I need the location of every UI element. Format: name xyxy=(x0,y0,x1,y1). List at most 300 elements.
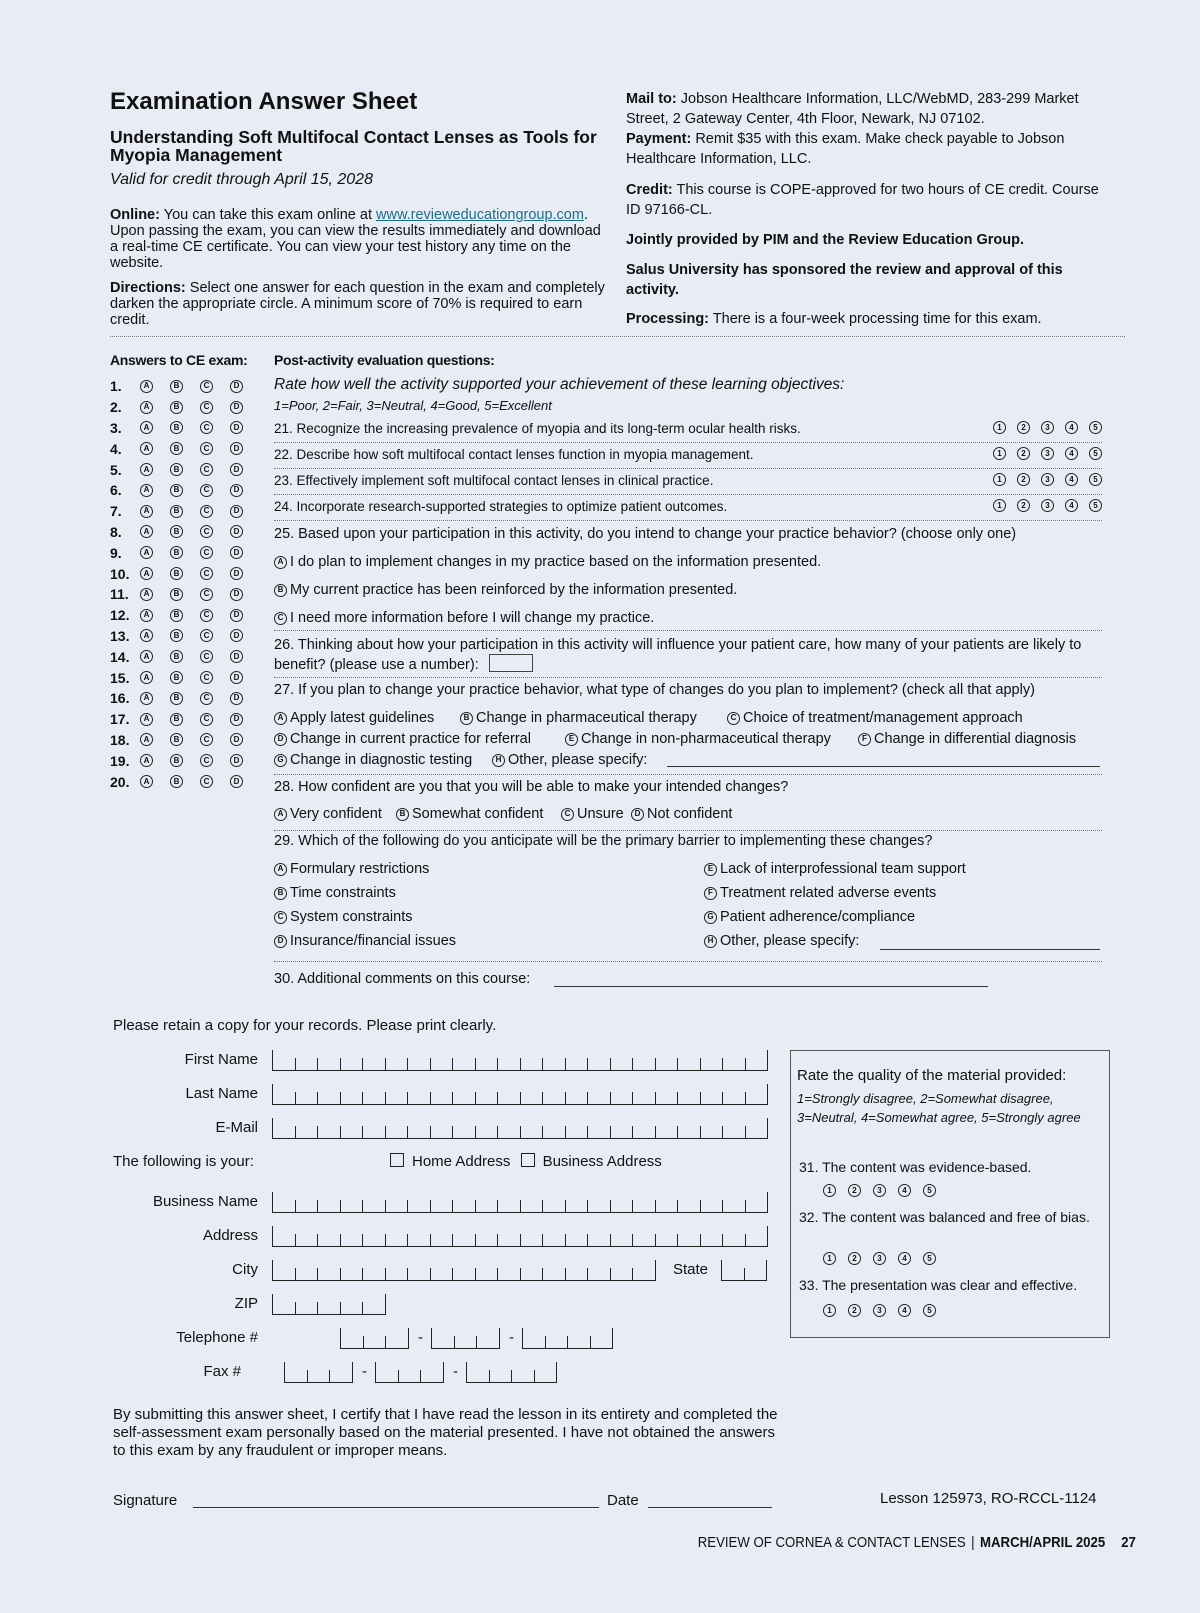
rating-circle[interactable]: 5 xyxy=(923,1304,936,1317)
letter-box[interactable] xyxy=(565,1268,588,1280)
letter-box[interactable] xyxy=(317,1234,340,1246)
rating-circle[interactable]: 4 xyxy=(1065,473,1078,486)
rating-circle[interactable]: 5 xyxy=(1089,447,1102,460)
answer-choice-circle[interactable]: B xyxy=(170,775,183,788)
rating-circle[interactable]: 1 xyxy=(993,421,1006,434)
letter-box[interactable] xyxy=(610,1268,633,1280)
telephone-prefix-field[interactable] xyxy=(431,1328,500,1349)
letter-box[interactable] xyxy=(745,1234,768,1246)
letter-box[interactable] xyxy=(565,1126,588,1138)
letter-box[interactable] xyxy=(272,1084,295,1104)
rating-circle[interactable]: 5 xyxy=(923,1184,936,1197)
answer-choice-circle[interactable]: A xyxy=(140,567,153,580)
letter-box[interactable] xyxy=(744,1268,767,1280)
q27-option[interactable] xyxy=(492,752,647,768)
letter-box[interactable] xyxy=(587,1234,610,1246)
zip-field[interactable] xyxy=(272,1294,386,1315)
q29-option[interactable] xyxy=(274,885,396,901)
rating-circle[interactable]: 2 xyxy=(848,1252,861,1265)
letter-box[interactable] xyxy=(520,1234,543,1246)
letter-box[interactable] xyxy=(340,1092,363,1104)
letter-box[interactable] xyxy=(520,1200,543,1212)
rating-circle[interactable]: 3 xyxy=(1041,499,1054,512)
letter-box[interactable] xyxy=(317,1302,340,1314)
answer-choice-circle[interactable]: B xyxy=(170,609,183,622)
letter-box[interactable] xyxy=(407,1234,430,1246)
rating-circle[interactable]: 3 xyxy=(873,1252,886,1265)
rating-circle[interactable]: 2 xyxy=(1017,421,1030,434)
answer-choice-circle[interactable]: A xyxy=(140,775,153,788)
answer-choice-circle[interactable]: A xyxy=(140,671,153,684)
letter-box[interactable] xyxy=(590,1336,613,1348)
letter-box[interactable] xyxy=(632,1092,655,1104)
letter-box[interactable] xyxy=(430,1268,453,1280)
option-letter-circle[interactable]: B xyxy=(396,808,409,821)
letter-box[interactable] xyxy=(542,1234,565,1246)
letter-box[interactable] xyxy=(284,1362,307,1382)
letter-box[interactable] xyxy=(430,1234,453,1246)
option-letter-circle[interactable]: A xyxy=(274,556,287,569)
answer-choice-circle[interactable]: D xyxy=(230,775,243,788)
answer-choice-circle[interactable]: D xyxy=(230,629,243,642)
letter-box[interactable] xyxy=(407,1058,430,1070)
business-name-field[interactable] xyxy=(272,1192,768,1213)
answer-choice-circle[interactable]: C xyxy=(200,650,213,663)
comments-line[interactable] xyxy=(554,986,988,987)
patients-number-input[interactable] xyxy=(489,654,533,672)
q29-option[interactable] xyxy=(704,933,859,949)
q27-option[interactable] xyxy=(858,731,1076,747)
q28-option[interactable] xyxy=(396,806,543,822)
option-letter-circle[interactable]: G xyxy=(274,754,287,767)
letter-box[interactable] xyxy=(272,1260,295,1280)
answer-choice-circle[interactable]: D xyxy=(230,650,243,663)
letter-box[interactable] xyxy=(542,1268,565,1280)
answer-choice-circle[interactable]: C xyxy=(200,609,213,622)
letter-box[interactable] xyxy=(677,1058,700,1070)
address-field[interactable] xyxy=(272,1226,768,1247)
letter-box[interactable] xyxy=(452,1126,475,1138)
answer-choice-circle[interactable]: C xyxy=(200,442,213,455)
letter-box[interactable] xyxy=(375,1362,398,1382)
letter-box[interactable] xyxy=(610,1058,633,1070)
option-letter-circle[interactable]: D xyxy=(631,808,644,821)
letter-box[interactable] xyxy=(385,1336,408,1348)
answer-choice-circle[interactable]: C xyxy=(200,754,213,767)
date-line[interactable] xyxy=(648,1507,772,1508)
answer-choice-circle[interactable]: B xyxy=(170,401,183,414)
answer-choice-circle[interactable]: C xyxy=(200,733,213,746)
letter-box[interactable] xyxy=(632,1126,655,1138)
q29-option[interactable] xyxy=(274,861,429,877)
option-letter-circle[interactable]: H xyxy=(492,754,505,767)
rating-circle[interactable]: 1 xyxy=(993,447,1006,460)
letter-box[interactable] xyxy=(522,1328,545,1348)
letter-box[interactable] xyxy=(677,1234,700,1246)
telephone-area-field[interactable] xyxy=(340,1328,409,1349)
letter-box[interactable] xyxy=(497,1058,520,1070)
letter-box[interactable] xyxy=(362,1200,385,1212)
rating-circle[interactable]: 3 xyxy=(1041,447,1054,460)
answer-choice-circle[interactable]: C xyxy=(200,567,213,580)
rating-circle[interactable]: 4 xyxy=(898,1252,911,1265)
letter-box[interactable] xyxy=(385,1268,408,1280)
letter-box[interactable] xyxy=(700,1058,723,1070)
answer-choice-circle[interactable]: A xyxy=(140,713,153,726)
answer-choice-circle[interactable]: A xyxy=(140,380,153,393)
answer-choice-circle[interactable]: B xyxy=(170,484,183,497)
letter-box[interactable] xyxy=(497,1200,520,1212)
answer-choice-circle[interactable]: A xyxy=(140,525,153,538)
letter-box[interactable] xyxy=(362,1126,385,1138)
letter-box[interactable] xyxy=(497,1268,520,1280)
letter-box[interactable] xyxy=(677,1092,700,1104)
q28-option[interactable] xyxy=(274,806,382,822)
answer-choice-circle[interactable]: D xyxy=(230,421,243,434)
letter-box[interactable] xyxy=(385,1092,408,1104)
letter-box[interactable] xyxy=(567,1336,590,1348)
letter-box[interactable] xyxy=(700,1126,723,1138)
letter-box[interactable] xyxy=(655,1058,678,1070)
letter-box[interactable] xyxy=(542,1092,565,1104)
letter-box[interactable] xyxy=(632,1268,655,1280)
letter-box[interactable] xyxy=(475,1268,498,1280)
rating-circle[interactable]: 2 xyxy=(1017,499,1030,512)
letter-box[interactable] xyxy=(721,1260,744,1280)
answer-choice-circle[interactable]: C xyxy=(200,401,213,414)
letter-box[interactable] xyxy=(655,1200,678,1212)
letter-box[interactable] xyxy=(587,1268,610,1280)
letter-box[interactable] xyxy=(655,1126,678,1138)
letter-box[interactable] xyxy=(430,1200,453,1212)
letter-box[interactable] xyxy=(632,1058,655,1070)
letter-box[interactable] xyxy=(385,1234,408,1246)
home-address-checkbox[interactable] xyxy=(390,1153,404,1167)
letter-box[interactable] xyxy=(632,1234,655,1246)
letter-box[interactable] xyxy=(340,1126,363,1138)
answer-choice-circle[interactable]: B xyxy=(170,421,183,434)
letter-box[interactable] xyxy=(340,1200,363,1212)
signature-line[interactable] xyxy=(193,1507,599,1508)
answer-choice-circle[interactable]: C xyxy=(200,380,213,393)
letter-box[interactable] xyxy=(340,1268,363,1280)
letter-box[interactable] xyxy=(340,1234,363,1246)
rating-circle[interactable]: 4 xyxy=(898,1184,911,1197)
business-address-checkbox[interactable] xyxy=(521,1153,535,1167)
state-field[interactable] xyxy=(721,1260,767,1281)
q25-option[interactable] xyxy=(274,610,654,626)
last-name-field[interactable] xyxy=(272,1084,768,1105)
letter-box[interactable] xyxy=(545,1336,568,1348)
option-letter-circle[interactable]: E xyxy=(704,863,717,876)
answer-choice-circle[interactable]: B xyxy=(170,650,183,663)
answer-choice-circle[interactable]: D xyxy=(230,692,243,705)
letter-box[interactable] xyxy=(745,1126,768,1138)
q27-option[interactable] xyxy=(274,731,531,747)
rating-circle[interactable]: 4 xyxy=(1065,447,1078,460)
answer-choice-circle[interactable]: C xyxy=(200,484,213,497)
answer-choice-circle[interactable]: A xyxy=(140,733,153,746)
q29-option[interactable] xyxy=(704,861,966,877)
answer-choice-circle[interactable]: A xyxy=(140,546,153,559)
letter-box[interactable] xyxy=(722,1200,745,1212)
letter-box[interactable] xyxy=(295,1126,318,1138)
letter-box[interactable] xyxy=(317,1092,340,1104)
answer-choice-circle[interactable]: B xyxy=(170,546,183,559)
option-letter-circle[interactable]: F xyxy=(858,733,871,746)
fax-line-field[interactable] xyxy=(466,1362,557,1383)
option-letter-circle[interactable]: C xyxy=(274,612,287,625)
letter-box[interactable] xyxy=(329,1370,352,1382)
letter-box[interactable] xyxy=(385,1126,408,1138)
answer-choice-circle[interactable]: C xyxy=(200,713,213,726)
letter-box[interactable] xyxy=(430,1058,453,1070)
answer-choice-circle[interactable]: C xyxy=(200,671,213,684)
rating-circle[interactable]: 5 xyxy=(923,1252,936,1265)
rating-circle[interactable]: 3 xyxy=(1041,421,1054,434)
answer-choice-circle[interactable]: B xyxy=(170,463,183,476)
answer-choice-circle[interactable]: C xyxy=(200,692,213,705)
letter-box[interactable] xyxy=(295,1200,318,1212)
answer-choice-circle[interactable]: B xyxy=(170,671,183,684)
letter-box[interactable] xyxy=(295,1092,318,1104)
answer-choice-circle[interactable]: A xyxy=(140,588,153,601)
answer-choice-circle[interactable]: D xyxy=(230,505,243,518)
letter-box[interactable] xyxy=(497,1092,520,1104)
answer-choice-circle[interactable]: C xyxy=(200,629,213,642)
email-field[interactable] xyxy=(272,1118,768,1139)
answer-choice-circle[interactable]: A xyxy=(140,421,153,434)
answer-choice-circle[interactable]: B xyxy=(170,629,183,642)
letter-box[interactable] xyxy=(362,1234,385,1246)
option-letter-circle[interactable]: E xyxy=(565,733,578,746)
option-letter-circle[interactable]: A xyxy=(274,808,287,821)
rating-circle[interactable]: 3 xyxy=(1041,473,1054,486)
answer-choice-circle[interactable]: D xyxy=(230,588,243,601)
letter-box[interactable] xyxy=(272,1226,295,1246)
answer-choice-circle[interactable]: D xyxy=(230,442,243,455)
rating-circle[interactable]: 1 xyxy=(823,1184,836,1197)
letter-box[interactable] xyxy=(272,1192,295,1212)
letter-box[interactable] xyxy=(677,1200,700,1212)
answer-choice-circle[interactable]: A xyxy=(140,484,153,497)
letter-box[interactable] xyxy=(385,1200,408,1212)
letter-box[interactable] xyxy=(362,1302,385,1314)
rating-circle[interactable]: 5 xyxy=(1089,499,1102,512)
letter-box[interactable] xyxy=(520,1058,543,1070)
letter-box[interactable] xyxy=(317,1126,340,1138)
answer-choice-circle[interactable]: D xyxy=(230,713,243,726)
letter-box[interactable] xyxy=(497,1234,520,1246)
letter-box[interactable] xyxy=(340,1302,363,1314)
letter-box[interactable] xyxy=(475,1234,498,1246)
letter-box[interactable] xyxy=(632,1200,655,1212)
letter-box[interactable] xyxy=(362,1058,385,1070)
letter-box[interactable] xyxy=(655,1234,678,1246)
first-name-field[interactable] xyxy=(272,1050,768,1071)
letter-box[interactable] xyxy=(272,1050,295,1070)
letter-box[interactable] xyxy=(295,1234,318,1246)
q27-other-line[interactable] xyxy=(667,766,1100,767)
option-letter-circle[interactable]: D xyxy=(274,733,287,746)
letter-box[interactable] xyxy=(475,1092,498,1104)
online-link[interactable]: www.revieweducationgroup.com xyxy=(376,207,584,223)
letter-box[interactable] xyxy=(475,1200,498,1212)
letter-box[interactable] xyxy=(587,1092,610,1104)
letter-box[interactable] xyxy=(565,1234,588,1246)
answer-choice-circle[interactable]: C xyxy=(200,546,213,559)
answer-choice-circle[interactable]: A xyxy=(140,609,153,622)
letter-box[interactable] xyxy=(407,1200,430,1212)
answer-choice-circle[interactable]: D xyxy=(230,671,243,684)
letter-box[interactable] xyxy=(363,1336,386,1348)
letter-box[interactable] xyxy=(722,1126,745,1138)
rating-circle[interactable]: 5 xyxy=(1089,421,1102,434)
letter-box[interactable] xyxy=(340,1328,363,1348)
letter-box[interactable] xyxy=(722,1058,745,1070)
letter-box[interactable] xyxy=(454,1336,477,1348)
letter-box[interactable] xyxy=(452,1092,475,1104)
rating-circle[interactable]: 3 xyxy=(873,1184,886,1197)
letter-box[interactable] xyxy=(272,1294,295,1314)
letter-box[interactable] xyxy=(362,1092,385,1104)
option-letter-circle[interactable]: H xyxy=(704,935,717,948)
answer-choice-circle[interactable]: D xyxy=(230,733,243,746)
answer-choice-circle[interactable]: B xyxy=(170,505,183,518)
option-letter-circle[interactable]: G xyxy=(704,911,717,924)
option-letter-circle[interactable]: A xyxy=(274,863,287,876)
answer-choice-circle[interactable]: B xyxy=(170,733,183,746)
option-letter-circle[interactable]: C xyxy=(727,712,740,725)
answer-choice-circle[interactable]: C xyxy=(200,463,213,476)
q29-option[interactable] xyxy=(704,909,915,925)
rating-circle[interactable]: 1 xyxy=(993,473,1006,486)
letter-box[interactable] xyxy=(542,1126,565,1138)
letter-box[interactable] xyxy=(700,1200,723,1212)
letter-box[interactable] xyxy=(466,1362,489,1382)
letter-box[interactable] xyxy=(700,1092,723,1104)
option-letter-circle[interactable]: F xyxy=(704,887,717,900)
q29-option[interactable] xyxy=(704,885,936,901)
answer-choice-circle[interactable]: D xyxy=(230,546,243,559)
answer-choice-circle[interactable]: C xyxy=(200,525,213,538)
q28-option[interactable] xyxy=(561,806,624,822)
q25-option[interactable] xyxy=(274,582,737,598)
answer-choice-circle[interactable]: D xyxy=(230,754,243,767)
letter-box[interactable] xyxy=(587,1126,610,1138)
answer-choice-circle[interactable]: B xyxy=(170,754,183,767)
rating-circle[interactable]: 4 xyxy=(1065,499,1078,512)
fax-area-field[interactable] xyxy=(284,1362,353,1383)
rating-circle[interactable]: 2 xyxy=(848,1184,861,1197)
answer-choice-circle[interactable]: A xyxy=(140,442,153,455)
rating-circle[interactable]: 2 xyxy=(1017,473,1030,486)
letter-box[interactable] xyxy=(700,1234,723,1246)
rating-circle[interactable]: 1 xyxy=(823,1252,836,1265)
answer-choice-circle[interactable]: B xyxy=(170,588,183,601)
letter-box[interactable] xyxy=(452,1268,475,1280)
rating-circle[interactable]: 3 xyxy=(873,1304,886,1317)
answer-choice-circle[interactable]: D xyxy=(230,567,243,580)
answer-choice-circle[interactable]: B xyxy=(170,567,183,580)
q27-option[interactable] xyxy=(274,752,472,768)
letter-box[interactable] xyxy=(272,1118,295,1138)
letter-box[interactable] xyxy=(431,1328,454,1348)
letter-box[interactable] xyxy=(565,1092,588,1104)
option-letter-circle[interactable]: B xyxy=(274,584,287,597)
rating-circle[interactable]: 4 xyxy=(1065,421,1078,434)
letter-box[interactable] xyxy=(587,1058,610,1070)
rating-circle[interactable]: 1 xyxy=(823,1304,836,1317)
letter-box[interactable] xyxy=(610,1200,633,1212)
letter-box[interactable] xyxy=(542,1200,565,1212)
answer-choice-circle[interactable]: D xyxy=(230,380,243,393)
answer-choice-circle[interactable]: B xyxy=(170,525,183,538)
letter-box[interactable] xyxy=(722,1234,745,1246)
letter-box[interactable] xyxy=(407,1092,430,1104)
answer-choice-circle[interactable]: B xyxy=(170,713,183,726)
letter-box[interactable] xyxy=(295,1268,318,1280)
q27-option[interactable] xyxy=(274,710,434,726)
q29-option[interactable] xyxy=(274,933,456,949)
letter-box[interactable] xyxy=(745,1200,768,1212)
letter-box[interactable] xyxy=(452,1200,475,1212)
option-letter-circle[interactable]: C xyxy=(274,911,287,924)
letter-box[interactable] xyxy=(452,1058,475,1070)
letter-box[interactable] xyxy=(295,1302,318,1314)
letter-box[interactable] xyxy=(475,1126,498,1138)
rating-circle[interactable]: 4 xyxy=(898,1304,911,1317)
letter-box[interactable] xyxy=(520,1126,543,1138)
rating-circle[interactable]: 1 xyxy=(993,499,1006,512)
letter-box[interactable] xyxy=(385,1058,408,1070)
letter-box[interactable] xyxy=(317,1200,340,1212)
letter-box[interactable] xyxy=(565,1200,588,1212)
option-letter-circle[interactable]: B xyxy=(460,712,473,725)
answer-choice-circle[interactable]: C xyxy=(200,588,213,601)
letter-box[interactable] xyxy=(542,1058,565,1070)
option-letter-circle[interactable]: D xyxy=(274,935,287,948)
rating-circle[interactable]: 5 xyxy=(1089,473,1102,486)
letter-box[interactable] xyxy=(407,1268,430,1280)
letter-box[interactable] xyxy=(610,1126,633,1138)
letter-box[interactable] xyxy=(475,1058,498,1070)
option-letter-circle[interactable]: A xyxy=(274,712,287,725)
letter-box[interactable] xyxy=(307,1370,330,1382)
answer-choice-circle[interactable]: C xyxy=(200,505,213,518)
letter-box[interactable] xyxy=(317,1058,340,1070)
letter-box[interactable] xyxy=(745,1058,768,1070)
letter-box[interactable] xyxy=(362,1268,385,1280)
letter-box[interactable] xyxy=(340,1058,363,1070)
answer-choice-circle[interactable]: A xyxy=(140,401,153,414)
telephone-line-field[interactable] xyxy=(522,1328,613,1349)
letter-box[interactable] xyxy=(452,1234,475,1246)
letter-box[interactable] xyxy=(407,1126,430,1138)
letter-box[interactable] xyxy=(520,1092,543,1104)
option-letter-circle[interactable]: B xyxy=(274,887,287,900)
letter-box[interactable] xyxy=(677,1126,700,1138)
letter-box[interactable] xyxy=(520,1268,543,1280)
q25-option[interactable] xyxy=(274,554,821,570)
answer-choice-circle[interactable]: D xyxy=(230,401,243,414)
answer-choice-circle[interactable]: A xyxy=(140,754,153,767)
letter-box[interactable] xyxy=(476,1336,499,1348)
letter-box[interactable] xyxy=(398,1370,421,1382)
answer-choice-circle[interactable]: D xyxy=(230,484,243,497)
letter-box[interactable] xyxy=(497,1126,520,1138)
answer-choice-circle[interactable]: D xyxy=(230,463,243,476)
